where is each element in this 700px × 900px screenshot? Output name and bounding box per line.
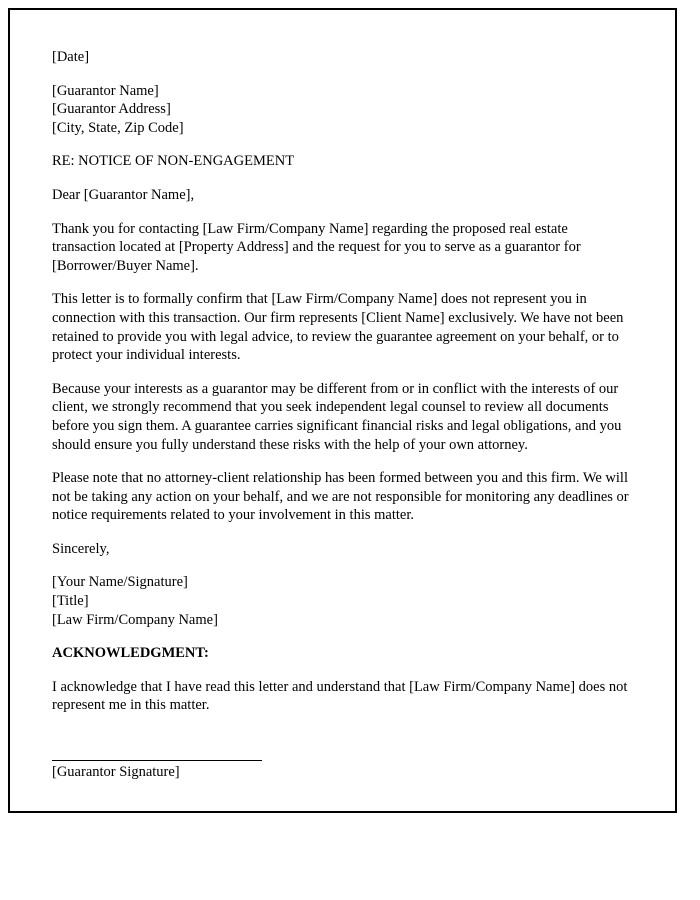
recipient-name-line: [Guarantor Name] (52, 82, 159, 99)
guarantor-signature-label: [Guarantor Signature] (52, 764, 180, 781)
body-paragraph-2: This letter is to formally confirm that [Law Firm/Company Name] does not represent you in connection with this transaction. Our firm represents [Client Name] exclusively. We have not been retained to provide you with legal advice, to review the guarantee agreement on your behalf, or to protect your individual interests. (52, 291, 624, 364)
date-line: [Date] (52, 49, 90, 65)
signature-block (52, 573, 633, 629)
signature-name-line: [Your Name/Signature] (52, 574, 188, 591)
recipient-city-line: [City, State, Zip Code] (52, 119, 184, 136)
salutation: Dear [Guarantor Name], (52, 186, 195, 203)
acknowledgment-text: I acknowledge that I have read this letter and understand that [Law Firm/Company Name] does not represent me in this matter. (52, 678, 628, 714)
body-paragraph-3: Because your interests as a guarantor may be different from or in conflict with the interests of our client, we strongly recommend that you seek independent legal counsel to review all documents before you sign them. A guarantee carries significant financial risks and legal obligations, and you should ensure you fully understand these risks with the help of your own attorney. (52, 380, 622, 453)
letter-page (8, 8, 677, 813)
body-paragraph-4: Please note that no attorney-client relationship has been formed between you and this firm. We will not be taking any action on your behalf, and we are not responsible for monitoring any deadlines or notice requirements related to your involvement in this matter. (52, 470, 629, 524)
body-paragraph-1: Thank you for contacting [Law Firm/Company Name] regarding the proposed real estate transaction located at [Property Address] and the request for you to serve as a guarantor for [Borrower/Buyer Name]. (52, 220, 581, 274)
signature-title-line: [Title] (52, 593, 89, 610)
signature-company-line: [Law Firm/Company Name] (52, 611, 218, 628)
recipient-block (52, 82, 633, 138)
guarantor-signature-rule (52, 737, 262, 761)
recipient-address-line: [Guarantor Address] (52, 101, 171, 118)
acknowledgment-heading: ACKNOWLEDGMENT: (52, 645, 209, 662)
closing-line: Sincerely, (52, 540, 110, 557)
subject-line: RE: NOTICE OF NON-ENGAGEMENT (52, 153, 295, 170)
